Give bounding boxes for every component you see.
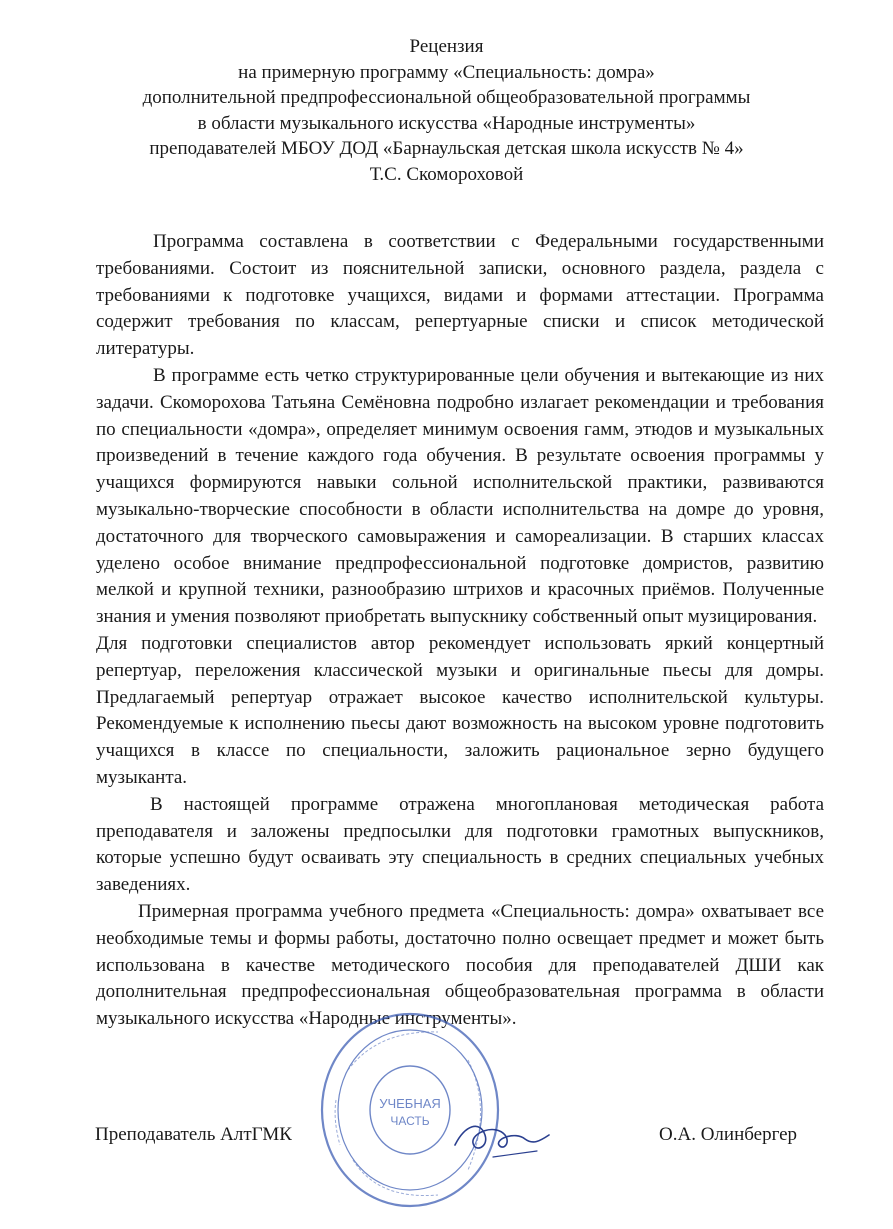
header-author: Т.С. Скомороховой: [369, 163, 524, 185]
document-title: Рецензия: [409, 36, 484, 57]
paragraph-2: В программе есть четко структурированные цели обучения и вытекающие из них задачи. Скоморохова Татьяна Семёновна подробно излагает рекомендации и требования по специальности «домра», определяет минимум освоения гамм, этюдов и музыкальных произведений в течение каждого года обучения. В результате освоения программы у учащихся формируются навыки сольной исполнительской практики, развиваются музыкально-творческие способности в области исполнительства на домре до уровня, достаточного для творческого самовыражения и самореализации. В старших классах уделено особое внимание предпрофессиональной подготовке домристов, развитию мелкой и крупной техники, разнообразию штрихов и красочных приёмов. Полученные знания и умения позволяют приобретать выпускнику собственный опыт музицирования.: [96, 364, 824, 628]
paragraph-4: В настоящей программе отражена многоплановая методическая работа преподавателя и заложены предпосылки для подготовки грамотных выпускников, которые успешно будут осваивать эту специальность в средних специальных учебных заведениях.: [96, 793, 824, 896]
stamp-center-line-1: УЧЕБНАЯ: [379, 1096, 441, 1111]
signature-name: О.А. Олинбергер: [659, 1124, 798, 1145]
handwritten-signature: [445, 1105, 555, 1165]
header-line-4: в области музыкального искусства «Народные инструменты»: [197, 112, 696, 134]
paragraph-1: Программа составлена в соответствии с Федеральными государственными требованиями. Состоит из пояснительной записки, основного раздела, раздела с требованиями к подготовке учащихся, видами и формами аттестации. Программа содержит требования по классам, репертуарные списки и список методической литературы.: [96, 231, 824, 360]
stamp-center-line-2: ЧАСТЬ: [390, 1114, 430, 1128]
header-line-5: преподавателей МБОУ ДОД «Барнаульская детская школа искусств № 4»: [149, 138, 744, 159]
document-header: [0, 34, 893, 187]
signature-position-label: Преподаватель АлтГМК: [95, 1124, 292, 1145]
header-line-3: дополнительной предпрофессиональной общеобразовательной программы: [142, 87, 751, 108]
review-body: [96, 229, 824, 1033]
paragraph-3: Для подготовки специалистов автор рекомендует использовать яркий концертный репертуар, переложения классической музыки и оригинальные пьесы для домры. Предлагаемый репертуар отражает высокое качество исполнительской культуры. Рекомендуемые к исполнению пьесы дают возможность на высоком уровне подготовить учащихся в классе по специальности, заложить рациональное зерно будущего музыканта.: [96, 632, 824, 788]
paragraph-5: Примерная программа учебного предмета «Специальность: домра» охватывает все необходимые темы и формы работы, достаточно полно освещает предмет и может быть использована в качестве методического пособия для преподавателей ДШИ как дополнительная предпрофессиональная общеобразовательная программа в области музыкального искусства «Народные инструменты».: [96, 900, 824, 1030]
header-line-2: на примерную программу «Специальность: домра»: [238, 61, 655, 83]
